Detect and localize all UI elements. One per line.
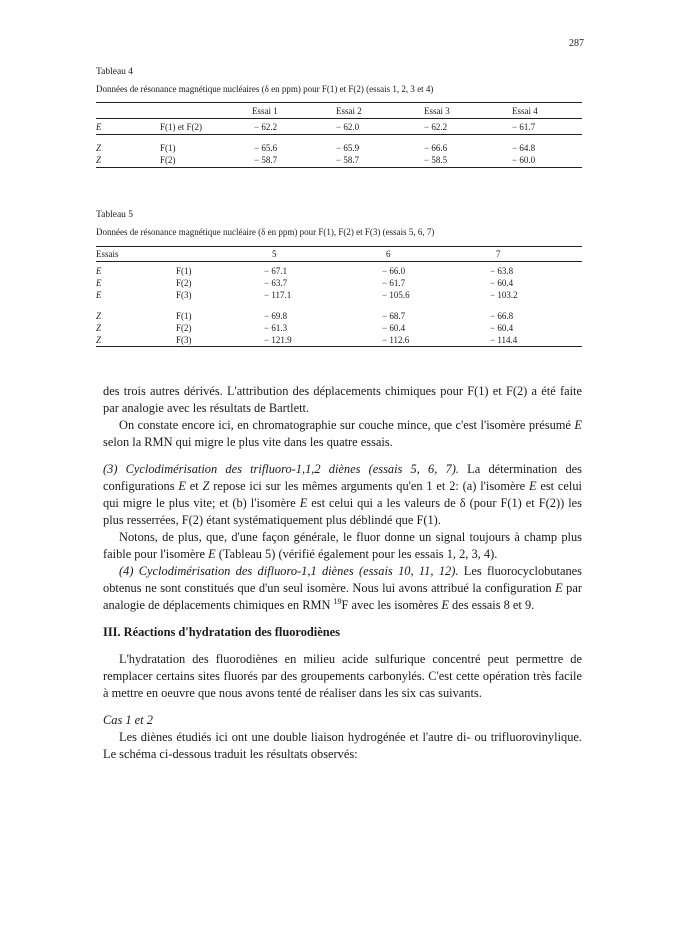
table-cell: − 61.3 bbox=[264, 323, 288, 333]
table-cell: − 62.0 bbox=[328, 119, 414, 135]
text-span: est celui qui migre le plus vite; et (b) l'isomère bbox=[103, 479, 582, 510]
table-cell: F(2) bbox=[176, 323, 192, 333]
subsection-heading: (3) Cyclodimérisation des trifluoro-1,1,2 diènes (essais 5, 6, 7). bbox=[103, 462, 459, 476]
paragraph: Les diènes étudiés ici ont une double liaison hydrogénée et l'autre di- ou trifluorovinylique. Le schéma ci-dessous traduit les résultats observés: bbox=[103, 730, 582, 761]
body-text bbox=[103, 383, 582, 763]
text-span: est celui qui a les valeurs de δ (pour F(1) et F(2)) les plus resserrées, F(2) étant systématiquement plus déblindé que F(1). bbox=[103, 496, 582, 527]
table-row bbox=[96, 135, 582, 155]
table-cell: − 67.1 bbox=[264, 266, 288, 276]
table-cell: E bbox=[96, 266, 102, 276]
table-row bbox=[96, 334, 582, 347]
table-cell: − 66.0 bbox=[382, 266, 406, 276]
table-spacer bbox=[96, 301, 582, 310]
text-span: selon la RMN qui migre le plus vite dans les quatre essais. bbox=[103, 435, 393, 449]
table5-header-cell bbox=[176, 247, 264, 262]
table-cell: Z bbox=[96, 323, 102, 333]
text-span: Les fluorocyclobutanes obtenus ne sont constitués que d'un seul isomère. Nous lui avons attribué la configuration bbox=[103, 564, 582, 595]
table-cell: − 105.6 bbox=[382, 290, 410, 300]
table-cell: − 60.4 bbox=[490, 323, 514, 333]
table5-header-row bbox=[96, 247, 582, 262]
table4-header-cell: Essai 4 bbox=[498, 103, 582, 119]
table-cell: − 62.2 bbox=[414, 119, 498, 135]
table-row bbox=[96, 322, 582, 334]
table-cell: − 114.4 bbox=[478, 334, 582, 347]
table5-header-cell: 7 bbox=[478, 247, 582, 262]
table-cell: F(1) bbox=[176, 311, 192, 321]
table5-header-cell: Essais bbox=[96, 247, 176, 262]
paragraph: L'hydratation des fluorodiènes en milieu acide sulfurique concentré peut permettre de remplacer certains sites fluorés par des groupements carbonylés. C'est cette opération très facile à mettre en oeuvre que nous avons tenté de réaliser dans les six cas suivants. bbox=[103, 652, 582, 700]
table-row bbox=[96, 310, 582, 322]
table-cell: − 63.8 bbox=[490, 266, 514, 276]
table-cell: F(2) bbox=[160, 154, 240, 168]
table-cell: Z bbox=[96, 334, 176, 347]
text-span: Notons, de plus, que, d'une façon générale, le fluor donne un signal toujours à champ plus faible pour l'isomère bbox=[103, 530, 582, 561]
table-cell: − 64.8 bbox=[512, 143, 536, 153]
table-cell: E bbox=[96, 119, 160, 135]
table-cell: Z bbox=[96, 154, 160, 168]
paragraph bbox=[103, 563, 582, 614]
page-number: 287 bbox=[569, 38, 584, 49]
table-cell: F(1) et F(2) bbox=[160, 119, 240, 135]
table5-header-cell: 5 bbox=[264, 247, 370, 262]
text-span: et bbox=[185, 479, 203, 493]
italic-heading: Cas 1 et 2 bbox=[103, 713, 153, 727]
table-cell: − 61.7 bbox=[382, 278, 406, 288]
table-cell: − 103.2 bbox=[490, 290, 518, 300]
italic-symbol: E bbox=[208, 547, 216, 561]
table4-header-row bbox=[96, 103, 582, 119]
table-cell: Z bbox=[96, 143, 102, 153]
table4-header-cell: Essai 3 bbox=[414, 103, 498, 119]
table-row bbox=[96, 154, 582, 168]
table5-description: Données de résonance magnétique nucléaire (δ en ppm) pour F(1), F(2) et F(3) (essais 5, 6, 7) bbox=[96, 227, 435, 237]
paragraph bbox=[103, 529, 582, 563]
italic-symbol: E bbox=[441, 598, 449, 612]
table5-header-cell: 6 bbox=[370, 247, 478, 262]
table-cell: − 63.7 bbox=[264, 278, 288, 288]
table-cell: − 65.9 bbox=[336, 143, 360, 153]
table-cell: F(2) bbox=[176, 278, 192, 288]
table-cell: − 117.1 bbox=[264, 290, 292, 300]
table-cell: − 58.7 bbox=[240, 154, 328, 168]
table4-header-cell bbox=[160, 103, 240, 119]
table-cell: − 112.6 bbox=[370, 334, 478, 347]
table-row bbox=[96, 119, 582, 135]
italic-symbol: E bbox=[528, 479, 537, 493]
table-cell: F(1) bbox=[160, 143, 176, 153]
paragraph bbox=[103, 417, 582, 451]
table4-caption: Tableau 4 bbox=[96, 67, 134, 77]
table-row bbox=[96, 262, 582, 278]
text-span: (Tableau 5) (vérifié également pour les essais 1, 2, 3, 4). bbox=[215, 547, 498, 561]
table-row bbox=[96, 289, 582, 301]
superscript: 19 bbox=[333, 597, 342, 606]
table-cell: − 60.4 bbox=[382, 323, 406, 333]
text-span: On constate encore ici, en chromatographie sur couche mince, que c'est l'isomère présumé bbox=[119, 418, 575, 432]
table-cell: − 65.6 bbox=[254, 143, 278, 153]
table-cell: − 62.2 bbox=[240, 119, 328, 135]
table-cell: Z bbox=[96, 311, 102, 321]
table-cell: E bbox=[96, 290, 102, 300]
italic-symbol: E bbox=[299, 496, 308, 510]
table4 bbox=[96, 102, 582, 168]
table-cell: F(1) bbox=[176, 266, 192, 276]
table-cell: F(3) bbox=[176, 334, 264, 347]
table-cell: − 60.4 bbox=[490, 278, 514, 288]
table-cell: − 58.5 bbox=[414, 154, 498, 168]
table-cell: − 68.7 bbox=[382, 311, 406, 321]
section-heading: III. Réactions d'hydratation des fluorodiènes bbox=[103, 625, 340, 639]
table-cell: − 66.6 bbox=[424, 143, 448, 153]
case-heading bbox=[103, 712, 582, 729]
text-span: repose ici sur les mêmes arguments qu'en 1 et 2: (a) l'isomère bbox=[209, 479, 529, 493]
italic-symbol: E bbox=[178, 479, 186, 493]
table-cell: − 60.0 bbox=[498, 154, 582, 168]
table-cell: E bbox=[96, 278, 102, 288]
text-span: des essais 8 et 9. bbox=[448, 598, 535, 612]
paragraph: des trois autres dérivés. L'attribution des déplacements chimiques pour F(1) et F(2) a été faite par analogie avec les résultats de Bartlett. bbox=[103, 384, 582, 415]
italic-symbol: E bbox=[555, 581, 563, 595]
table-cell: − 58.7 bbox=[328, 154, 414, 168]
italic-symbol: E bbox=[574, 418, 582, 432]
table4-description: Données de résonance magnétique nucléaires (δ en ppm) pour F(1) et F(2) (essais 1, 2, 3 et 4) bbox=[96, 84, 434, 94]
table-cell: F(3) bbox=[176, 290, 192, 300]
table4-header-cell: Essai 2 bbox=[328, 103, 414, 119]
table-cell: − 66.8 bbox=[490, 311, 514, 321]
subsection-heading: (4) Cyclodimérisation des difluoro-1,1 diènes (essais 10, 11, 12). bbox=[119, 564, 459, 578]
italic-symbol: Z bbox=[202, 479, 210, 493]
text-span: La détermination des configurations bbox=[103, 462, 582, 493]
table4-header-cell: Essai 1 bbox=[240, 103, 328, 119]
table-cell: − 61.7 bbox=[498, 119, 582, 135]
table5 bbox=[96, 246, 582, 347]
table4-header-cell bbox=[96, 103, 160, 119]
paragraph bbox=[103, 461, 582, 529]
table-cell: − 121.9 bbox=[264, 334, 370, 347]
table-row bbox=[96, 277, 582, 289]
text-span: F avec les isomères bbox=[341, 598, 442, 612]
text-span: par analogie de déplacements chimiques en RMN bbox=[103, 581, 582, 612]
table5-caption: Tableau 5 bbox=[96, 210, 134, 220]
table-cell: − 69.8 bbox=[264, 311, 288, 321]
